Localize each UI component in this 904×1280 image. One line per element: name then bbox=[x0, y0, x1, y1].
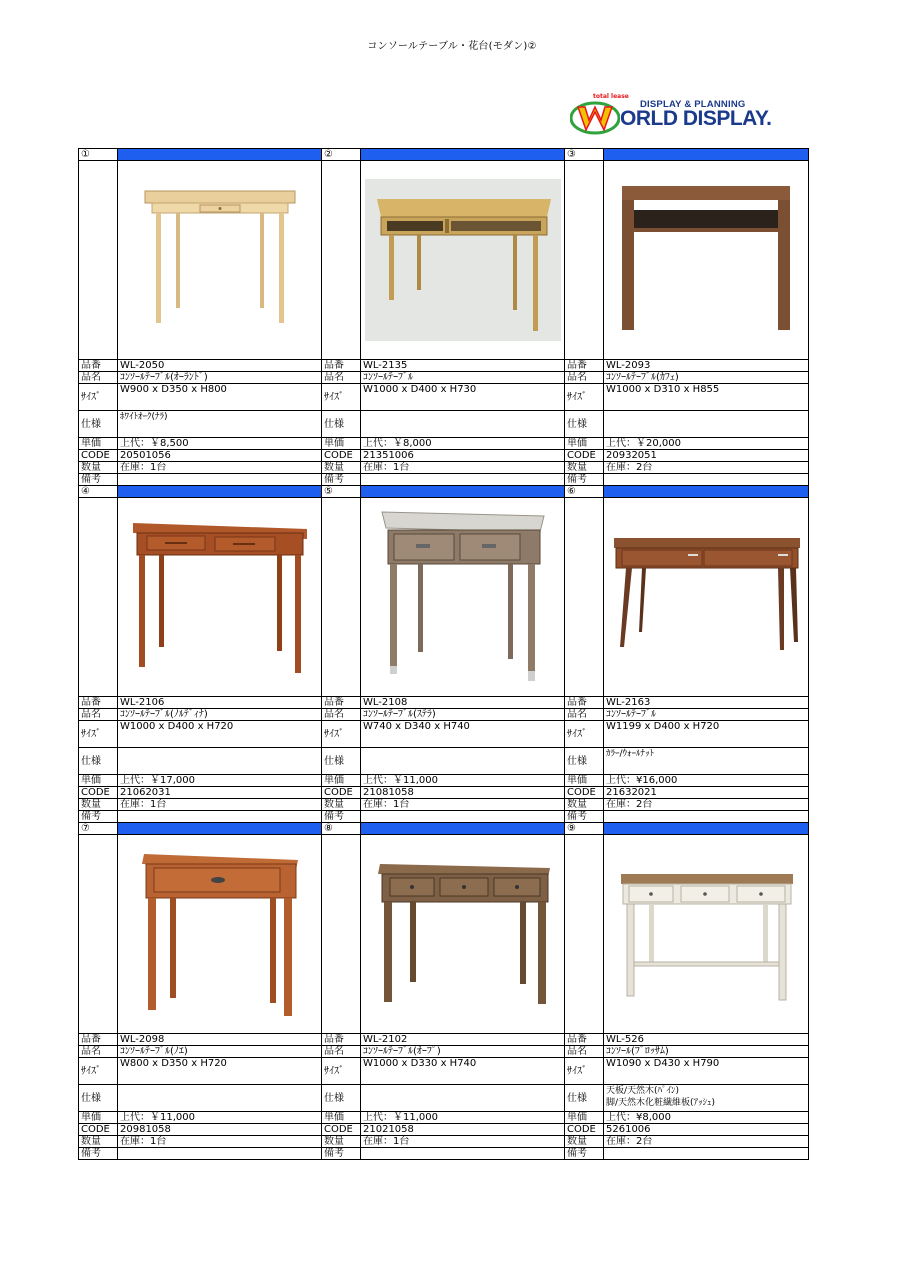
header-bar bbox=[361, 149, 565, 161]
image-left-margin bbox=[79, 161, 118, 360]
value-qty: 在庫：2台 bbox=[604, 462, 809, 474]
value-spec bbox=[118, 748, 322, 775]
value-spec bbox=[118, 1085, 322, 1112]
value-note bbox=[118, 811, 322, 823]
label-name: 品名 bbox=[565, 1046, 604, 1058]
value-note bbox=[361, 474, 565, 486]
value-code: 5261006 bbox=[604, 1124, 809, 1136]
value-size: W900 x D350 x H800 bbox=[118, 384, 322, 411]
header-bar bbox=[604, 823, 809, 835]
label-qty: 数量 bbox=[322, 462, 361, 474]
item-number: ⑨ bbox=[565, 823, 604, 835]
value-qty: 在庫：1台 bbox=[361, 799, 565, 811]
value-size: W740 x D340 x H740 bbox=[361, 721, 565, 748]
label-price: 単価 bbox=[565, 1112, 604, 1124]
product-image bbox=[604, 498, 808, 696]
product-image-cell bbox=[118, 498, 322, 697]
spec-line-1: ｶﾗｰ/ｳｫｰﾙﾅｯﾄ bbox=[606, 749, 655, 759]
value-size: W1000 x D330 x H740 bbox=[361, 1058, 565, 1085]
label-note: 備考 bbox=[322, 1148, 361, 1160]
value-name: ｺﾝｿｰﾙﾃｰﾌﾞﾙ bbox=[604, 709, 809, 721]
label-name: 品名 bbox=[322, 1046, 361, 1058]
label-note: 備考 bbox=[565, 1148, 604, 1160]
value-spec bbox=[361, 1085, 565, 1112]
spec-line-2: 脚/天然木化粧繊維板(ｱｯｼｭ) bbox=[606, 1098, 716, 1108]
label-price: 単価 bbox=[79, 438, 118, 450]
label-note: 備考 bbox=[565, 811, 604, 823]
value-hinban: WL-2050 bbox=[118, 360, 322, 372]
label-price: 単価 bbox=[322, 1112, 361, 1124]
label-spec: 仕様 bbox=[565, 1085, 604, 1112]
label-spec: 仕様 bbox=[79, 748, 118, 775]
value-qty: 在庫：1台 bbox=[361, 1136, 565, 1148]
product-image bbox=[361, 161, 564, 359]
value-hinban: WL-2093 bbox=[604, 360, 809, 372]
spec-line-1: ﾎﾜｲﾄｵｰｸ(ﾅﾗ) bbox=[120, 412, 168, 422]
value-size: W1000 x D400 x H730 bbox=[361, 384, 565, 411]
label-code: CODE bbox=[565, 787, 604, 799]
product-image-cell bbox=[118, 161, 322, 360]
image-left-margin bbox=[322, 498, 361, 697]
value-qty: 在庫：1台 bbox=[118, 1136, 322, 1148]
header-bar bbox=[604, 149, 809, 161]
label-size: ｻｲｽﾞ bbox=[565, 721, 604, 748]
value-code: 21351006 bbox=[361, 450, 565, 462]
label-code: CODE bbox=[565, 450, 604, 462]
item-number: ① bbox=[79, 149, 118, 161]
value-size: W800 x D350 x H720 bbox=[118, 1058, 322, 1085]
label-qty: 数量 bbox=[322, 799, 361, 811]
value-code: 21632021 bbox=[604, 787, 809, 799]
product-image-cell bbox=[361, 498, 565, 697]
product-image bbox=[118, 835, 321, 1033]
product-image bbox=[118, 161, 321, 359]
item-number: ⑥ bbox=[565, 486, 604, 498]
image-left-margin bbox=[565, 161, 604, 360]
item-number: ⑦ bbox=[79, 823, 118, 835]
value-size: W1000 x D400 x H720 bbox=[118, 721, 322, 748]
label-code_no: 品番 bbox=[565, 1034, 604, 1046]
product-grid bbox=[78, 148, 809, 1160]
image-left-margin bbox=[322, 835, 361, 1034]
value-note bbox=[604, 1148, 809, 1160]
item-number: ⑤ bbox=[322, 486, 361, 498]
value-name: ｺﾝｿｰﾙ(ﾌﾞﾛｯｻﾑ) bbox=[604, 1046, 809, 1058]
product-image-cell bbox=[604, 161, 809, 360]
label-note: 備考 bbox=[322, 811, 361, 823]
value-code: 20932051 bbox=[604, 450, 809, 462]
image-left-margin bbox=[79, 498, 118, 697]
label-size: ｻｲｽﾞ bbox=[322, 1058, 361, 1085]
value-name: ｺﾝｿｰﾙﾃｰﾌﾞﾙ(ｽﾃﾗ) bbox=[361, 709, 565, 721]
label-code_no: 品番 bbox=[79, 697, 118, 709]
value-spec bbox=[361, 411, 565, 438]
label-spec: 仕様 bbox=[322, 1085, 361, 1112]
item-number: ④ bbox=[79, 486, 118, 498]
image-left-margin bbox=[565, 498, 604, 697]
label-size: ｻｲｽﾞ bbox=[565, 1058, 604, 1085]
label-code_no: 品番 bbox=[322, 360, 361, 372]
label-note: 備考 bbox=[79, 811, 118, 823]
label-name: 品名 bbox=[79, 709, 118, 721]
label-code: CODE bbox=[79, 1124, 118, 1136]
product-image-cell bbox=[361, 835, 565, 1034]
value-note bbox=[118, 1148, 322, 1160]
label-price: 単価 bbox=[322, 775, 361, 787]
product-image bbox=[361, 835, 564, 1033]
value-spec bbox=[604, 411, 809, 438]
value-name: ｺﾝｿｰﾙﾃｰﾌﾞﾙ(ﾉﾙﾃﾞｨﾅ) bbox=[118, 709, 322, 721]
value-note bbox=[361, 1148, 565, 1160]
product-image bbox=[604, 835, 808, 1033]
product-image bbox=[361, 498, 564, 696]
value-price: 上代：￥11,000 bbox=[361, 775, 565, 787]
value-hinban: WL-2163 bbox=[604, 697, 809, 709]
header-bar bbox=[118, 486, 322, 498]
label-note: 備考 bbox=[322, 474, 361, 486]
item-number: ② bbox=[322, 149, 361, 161]
label-qty: 数量 bbox=[79, 462, 118, 474]
label-spec: 仕様 bbox=[322, 411, 361, 438]
value-name: ｺﾝｿｰﾙﾃｰﾌﾞﾙ bbox=[361, 372, 565, 384]
value-qty: 在庫：1台 bbox=[361, 462, 565, 474]
value-price: 上代：￥11,000 bbox=[118, 1112, 322, 1124]
value-price: 上代：￥11,000 bbox=[361, 1112, 565, 1124]
value-hinban: WL-526 bbox=[604, 1034, 809, 1046]
label-qty: 数量 bbox=[565, 462, 604, 474]
value-hinban: WL-2108 bbox=[361, 697, 565, 709]
value-note bbox=[361, 811, 565, 823]
label-name: 品名 bbox=[79, 372, 118, 384]
product-image-cell bbox=[361, 161, 565, 360]
label-name: 品名 bbox=[565, 709, 604, 721]
value-size: W1000 x D310 x H855 bbox=[604, 384, 809, 411]
label-name: 品名 bbox=[322, 372, 361, 384]
label-code: CODE bbox=[322, 1124, 361, 1136]
label-spec: 仕様 bbox=[79, 411, 118, 438]
label-size: ｻｲｽﾞ bbox=[79, 1058, 118, 1085]
page-title: コンソールテーブル・花台(モダン)② bbox=[367, 41, 537, 52]
label-size: ｻｲｽﾞ bbox=[565, 384, 604, 411]
label-code_no: 品番 bbox=[79, 360, 118, 372]
value-note bbox=[604, 474, 809, 486]
value-size: W1090 x D430 x H790 bbox=[604, 1058, 809, 1085]
value-qty: 在庫：1台 bbox=[118, 462, 322, 474]
label-code_no: 品番 bbox=[565, 360, 604, 372]
product-image bbox=[118, 498, 321, 696]
label-note: 備考 bbox=[565, 474, 604, 486]
label-price: 単価 bbox=[79, 1112, 118, 1124]
label-qty: 数量 bbox=[565, 799, 604, 811]
value-code: 20501056 bbox=[118, 450, 322, 462]
product-image bbox=[604, 161, 808, 359]
value-spec bbox=[604, 1085, 809, 1112]
label-price: 単価 bbox=[565, 438, 604, 450]
value-name: ｺﾝｿｰﾙﾃｰﾌﾞﾙ(ﾉｴ) bbox=[118, 1046, 322, 1058]
label-name: 品名 bbox=[79, 1046, 118, 1058]
label-qty: 数量 bbox=[79, 799, 118, 811]
label-code_no: 品番 bbox=[322, 697, 361, 709]
label-code_no: 品番 bbox=[79, 1034, 118, 1046]
logo-brand-text: ORLD DISPLAY. bbox=[620, 107, 772, 130]
label-note: 備考 bbox=[79, 1148, 118, 1160]
header-bar bbox=[361, 823, 565, 835]
value-note bbox=[118, 474, 322, 486]
label-code_no: 品番 bbox=[565, 697, 604, 709]
label-qty: 数量 bbox=[79, 1136, 118, 1148]
label-size: ｻｲｽﾞ bbox=[322, 721, 361, 748]
item-number: ③ bbox=[565, 149, 604, 161]
value-qty: 在庫：2台 bbox=[604, 799, 809, 811]
label-size: ｻｲｽﾞ bbox=[79, 384, 118, 411]
value-price: 上代：¥16,000 bbox=[604, 775, 809, 787]
label-note: 備考 bbox=[79, 474, 118, 486]
value-name: ｺﾝｿｰﾙﾃｰﾌﾞﾙ(ｵｰﾌﾟ) bbox=[361, 1046, 565, 1058]
value-name: ｺﾝｿｰﾙﾃｰﾌﾞﾙ(ｵｰﾗﾝﾄﾞ) bbox=[118, 372, 322, 384]
value-code: 21021058 bbox=[361, 1124, 565, 1136]
header-bar bbox=[604, 486, 809, 498]
label-code: CODE bbox=[565, 1124, 604, 1136]
value-price: 上代：￥8,000 bbox=[361, 438, 565, 450]
label-price: 単価 bbox=[322, 438, 361, 450]
label-spec: 仕様 bbox=[565, 748, 604, 775]
value-name: ｺﾝｿｰﾙﾃｰﾌﾞﾙ(ｶﾌｪ) bbox=[604, 372, 809, 384]
value-price: 上代：¥8,000 bbox=[604, 1112, 809, 1124]
header-bar bbox=[118, 823, 322, 835]
product-image-cell bbox=[604, 498, 809, 697]
value-note bbox=[604, 811, 809, 823]
image-left-margin bbox=[79, 835, 118, 1034]
label-code_no: 品番 bbox=[322, 1034, 361, 1046]
spec-line-1: 天板/天然木(ﾊﾟｲﾝ) bbox=[606, 1086, 680, 1096]
label-price: 単価 bbox=[79, 775, 118, 787]
image-left-margin bbox=[322, 161, 361, 360]
label-spec: 仕様 bbox=[79, 1085, 118, 1112]
value-hinban: WL-2135 bbox=[361, 360, 565, 372]
value-code: 20981058 bbox=[118, 1124, 322, 1136]
value-size: W1199 x D400 x H720 bbox=[604, 721, 809, 748]
header-bar bbox=[361, 486, 565, 498]
logo-w-mark-icon bbox=[570, 100, 620, 136]
label-code: CODE bbox=[322, 450, 361, 462]
label-code: CODE bbox=[79, 787, 118, 799]
label-code: CODE bbox=[79, 450, 118, 462]
header-bar bbox=[118, 149, 322, 161]
label-size: ｻｲｽﾞ bbox=[322, 384, 361, 411]
label-spec: 仕様 bbox=[322, 748, 361, 775]
item-number: ⑧ bbox=[322, 823, 361, 835]
value-code: 21081058 bbox=[361, 787, 565, 799]
product-image-cell bbox=[118, 835, 322, 1034]
value-qty: 在庫：1台 bbox=[118, 799, 322, 811]
value-hinban: WL-2098 bbox=[118, 1034, 322, 1046]
value-price: 上代：￥17,000 bbox=[118, 775, 322, 787]
label-spec: 仕様 bbox=[565, 411, 604, 438]
value-qty: 在庫：2台 bbox=[604, 1136, 809, 1148]
label-name: 品名 bbox=[322, 709, 361, 721]
value-spec bbox=[361, 748, 565, 775]
value-spec bbox=[118, 411, 322, 438]
value-spec bbox=[604, 748, 809, 775]
image-left-margin bbox=[565, 835, 604, 1034]
label-code: CODE bbox=[322, 787, 361, 799]
value-price: 上代：￥8,500 bbox=[118, 438, 322, 450]
company-logo bbox=[570, 93, 806, 140]
value-hinban: WL-2106 bbox=[118, 697, 322, 709]
label-name: 品名 bbox=[565, 372, 604, 384]
logo-small-text: total lease bbox=[593, 93, 629, 100]
label-qty: 数量 bbox=[565, 1136, 604, 1148]
logo-tagline: DISPLAY & PLANNING bbox=[640, 99, 746, 110]
label-price: 単価 bbox=[565, 775, 604, 787]
value-hinban: WL-2102 bbox=[361, 1034, 565, 1046]
label-size: ｻｲｽﾞ bbox=[79, 721, 118, 748]
product-image-cell bbox=[604, 835, 809, 1034]
value-price: 上代：￥20,000 bbox=[604, 438, 809, 450]
value-code: 21062031 bbox=[118, 787, 322, 799]
label-qty: 数量 bbox=[322, 1136, 361, 1148]
